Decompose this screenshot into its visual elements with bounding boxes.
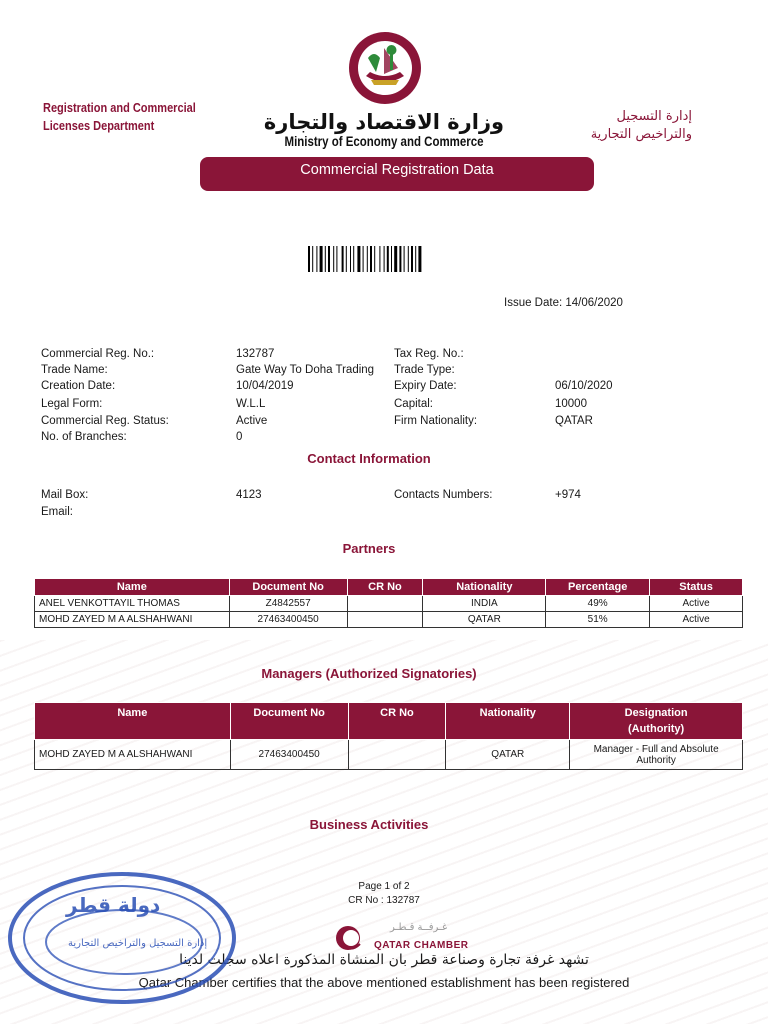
cell-name: MOHD ZAYED M A ALSHAHWANI [35,612,230,628]
cell-status: Active [650,596,743,612]
barcode-bar [418,246,421,272]
col-nationality: Nationality [446,703,570,740]
table-row [35,740,743,770]
cell-nationality: QATAR [423,612,546,628]
cell-status: Active [650,612,743,628]
managers-section-title: Managers (Authorized Signatories) [261,666,477,681]
barcode-bar [387,246,389,272]
value-capital: 10000 [555,398,587,410]
barcode-bar [328,246,330,272]
barcode-bar [363,246,364,272]
label-cr-status: Commercial Reg. Status: [41,415,169,427]
dept-ar-line-2: والتراخيص التجارية [590,127,692,142]
cell-name: ANEL VENKOTTAYIL THOMAS [35,596,230,612]
label-trade-type: Trade Type: [394,364,455,376]
stamp-top-text: دولة قطر [66,893,161,917]
issue-date: Issue Date: 14/06/2020 [504,297,623,309]
col-cr-no: CR No [348,703,446,740]
cell-document-no: 27463400450 [230,740,348,770]
designation-line-2: Authority [636,754,676,766]
partners-table [34,578,743,628]
barcode-bar [316,246,317,272]
chamber-name-ar: غـرفــة قـطـر [390,922,448,933]
barcode-bar [370,246,372,272]
cell-document-no: Z4842557 [229,596,347,612]
col-document-no: Document No [230,703,348,740]
barcode-bar [411,246,413,272]
label-trade-name: Trade Name: [41,364,108,376]
cell-cr-no [347,612,423,628]
label-capital: Capital: [394,398,433,410]
page-number: Page 1 of 2 [358,881,410,892]
official-stamp-icon [6,868,238,1008]
value-cr-status: Active [236,415,268,427]
value-branches: 0 [236,431,243,443]
ministry-name-ar: وزارة الاقتصاد والتجارة [263,110,505,134]
col-nationality: Nationality [423,579,546,596]
dept-ar-line-1: إدارة التسجيل [616,109,692,124]
designation-line-1: Manager - Full and Absolute [593,743,719,755]
label-email: Email: [41,506,73,518]
barcode-bar [391,246,392,272]
value-trade-name: Gate Way To Doha Trading [236,364,375,376]
value-mailbox: 4123 [236,489,262,501]
col-designation-line-1: Designation [624,707,688,719]
stamp-inner-text: إدارة التسجيل والتراخيص التجارية [68,938,208,949]
certification-text-en: Qatar Chamber certifies that the above mentioned establishment has been registered [138,975,630,990]
label-expiry-date: Expiry Date: [394,380,457,392]
barcode-bar [346,246,347,272]
dept-line-2: Licenses Department [43,119,155,133]
cell-percentage: 51% [546,612,650,628]
label-mailbox: Mail Box: [41,489,89,501]
label-tax-no: Tax Reg. No.: [394,348,464,360]
barcode-bar [384,246,385,272]
barcode-bar [404,246,405,272]
cell-nationality: QATAR [446,740,570,770]
barcode-bar [379,246,380,272]
label-branches: No. of Branches: [41,431,127,443]
value-contacts-numbers: +974 [555,489,581,501]
cell-designation [570,740,743,770]
managers-table [34,702,743,770]
business-activities-title: Business Activities [309,817,429,832]
managers-header-row [35,703,743,740]
partners-section-title: Partners [342,541,396,556]
barcode-bar [336,246,337,272]
value-firm-nationality: QATAR [555,415,593,427]
col-name: Name [35,579,230,596]
barcode-bar [394,246,397,272]
barcode-bar [350,246,351,272]
barcode-bar [342,246,344,272]
col-status: Status [650,579,743,596]
label-creation-date: Creation Date: [41,380,116,392]
barcode-bar [408,246,409,272]
value-cr-no: 132787 [236,348,275,360]
label-cr-no: Commercial Reg. No.: [41,348,155,360]
barcode-icon [308,246,458,272]
barcode-bar [353,246,354,272]
document-title-banner: Commercial Registration Data [200,157,594,191]
col-document-no: Document No [229,579,347,596]
label-firm-nationality: Firm Nationality: [394,415,478,427]
col-cr-no: CR No [347,579,423,596]
col-percentage: Percentage [546,579,650,596]
cell-document-no: 27463400450 [229,612,347,628]
barcode-bar [374,246,375,272]
ministry-name-en: Ministry of Economy and Commerce [284,134,484,149]
table-row [35,612,743,628]
label-legal-form: Legal Form: [41,398,103,410]
col-name: Name [35,703,231,740]
chamber-name-en: QATAR CHAMBER [374,940,469,951]
barcode-bar [399,246,401,272]
qatar-emblem-icon [346,28,424,108]
barcode-bar [367,246,368,272]
value-expiry-date: 06/10/2020 [555,380,613,392]
partners-header-row [35,579,743,596]
col-designation-line-2: (Authority) [627,723,685,735]
certification-text-ar: تشهد غرفة تجارة وصناعة قطر بان المنشاة المذكورة اعلاه سجلت لدينا [179,952,589,968]
barcode-bar [325,246,326,272]
value-creation-date: 10/04/2019 [236,380,294,392]
dept-line-1: Registration and Commercial [43,101,196,115]
value-legal-form: W.L.L [236,398,266,410]
label-contacts-numbers: Contacts Numbers: [394,489,493,501]
table-row [35,596,743,612]
cell-percentage: 49% [546,596,650,612]
barcode-bar [357,246,360,272]
barcode-bar [308,246,310,272]
cell-cr-no [348,740,446,770]
footer-cr-no: CR No : 132787 [348,895,420,906]
cell-nationality: INDIA [423,596,546,612]
barcode-bar [312,246,313,272]
cell-cr-no [347,596,423,612]
barcode-bar [415,246,416,272]
barcode-bar [333,246,334,272]
col-designation [570,703,743,740]
barcode-bar [320,246,323,272]
cell-name: MOHD ZAYED M A ALSHAHWANI [35,740,231,770]
contact-section-title: Contact Information [307,451,431,466]
